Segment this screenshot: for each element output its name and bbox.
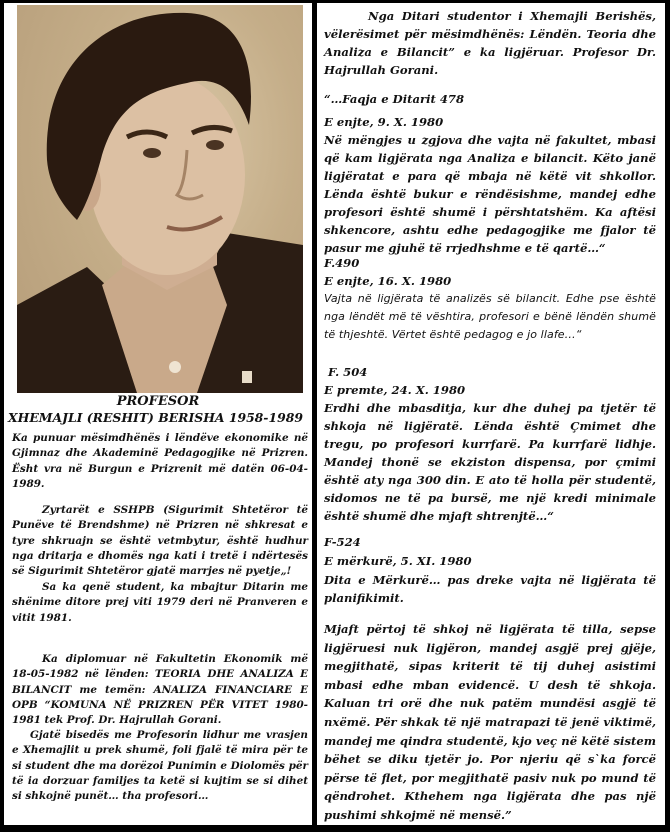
portrait-photo	[17, 5, 303, 393]
entry-date: E mërkurë, 5. XI. 1980	[324, 554, 472, 568]
bio-paragraph-text: Gjatë bisedës me Profesorin lidhur me vrasjen e Xhemajlit u prek shumë, foli fjalë të mira për te si student dhe ma dorëzoi Punimin e Diolomës për të ia dorzuar familjes ta ketë si kujtim se si dihet si shkojnë punët… tha profesori…	[12, 729, 308, 803]
bio-paragraph-text: Sa ka qenë student, ka mbajtur Ditarin me shënime ditore prej viti 1979 deri në Pranveren e vitit 1981.	[12, 581, 308, 624]
entry-text: Dita e Mërkurë… pas dreke vajta në ligjërata të planifikimit.	[324, 573, 656, 605]
bio-paragraph	[12, 652, 308, 728]
portrait-illustration	[17, 5, 303, 393]
entry-date: E premte, 24. X. 1980	[324, 383, 466, 397]
entry-date: E enjte, 16. X. 1980	[324, 274, 452, 288]
left-column	[4, 3, 312, 825]
right-column	[318, 3, 660, 825]
entry-page: F-524	[324, 535, 361, 549]
closing-paragraph: Mjaft përtoj të shkoj në ligjërata të tilla, sepse ligjëruesi nuk ligjëron, mandej asgjë prej gjëje, megjithatë, sipas kriterit të tij duhej asistimi mbasi edhe mban evidencë. U desh të shkoja. Kaluan tri orë dhe nuk patëm mundësi asgjë të nxëmë. Për shkak të një matrapazi të jenë viktimë, mandej me qindra studentë, kjo veç në këtë sistem bëhet se diku tjetër jo. Por njeriu që s`ka forcë përse të flet, por megjithatë pasiv nuk po mund të qëndrohet. Kthehem nga ligjërata dhe pas një pushimi shkojmë në mensë.”	[324, 622, 656, 822]
entry-date: E enjte, 9. X. 1980	[324, 115, 444, 129]
bio-paragraph	[12, 503, 308, 579]
bio-paragraph-text: Zyrtarët e SSHPB (Sigurimit Shtetëror të Punëve të Brendshme) në Prizren në shkresat e tyre shkruajn se është vetmbytur, është hudhur nga dritarja e dhomës nga kati i tretë i ndërtesës së Sigurimit Shtetëror gjatë marrjes në pyetje„!	[12, 504, 308, 578]
bio-paragraph	[12, 728, 308, 804]
entry-text: Erdhi dhe mbasditja, kur dhe duhej pa tjetër të shkoja në ligjëratë. Lënda është Çmimet dhe tregu, po profesori kurrfarë. Pa kurrfarë lidhje. Mandej thonë se ekziston dispensa, por çmimi është aty nga 300 din. E ato të holla për studentë, sidomos ne të pa bursë, me një kredi minimale është shumë dhe mjaft shtrenjtë…“	[324, 401, 656, 523]
entry-text: Në mëngjes u zgjova dhe vajta në fakultet, mbasi që kam ligjërata nga Analiza e bilancit. Këto janë ligjëratat e para që mbaja në këtë vit shkollor. Lënda është bukur e rëndësishme, mandej edhe profesori është shumë i përshtatshëm. Ka aftësi shkencore, ashtu edhe pedagogjike me fjalor të pasur me gjuhë të rrjedhshme e të qartë…“	[324, 133, 656, 255]
bio-paragraph-text: Ka punuar mësimdhënës i lëndëve ekonomike në Gjimnaz dhe Akademinë Pedagogjike në Prizren. Ësht vra në Burgun e Prizrenit më datën 06-04-1989.	[12, 432, 308, 490]
bio-paragraph	[12, 431, 308, 492]
diary-intro	[324, 7, 656, 79]
bio-paragraph	[12, 580, 308, 626]
entry-page: F. 504	[328, 365, 368, 379]
diary-intro-text: Nga Ditari studentor i Xhemajli Berishës, vëlerësimet për mësimdhënës: Lëndën. Teoria dhe Analiza e Bilancit” e ka ligjëruar. Profesor Dr. Hajrullah Gorani.	[324, 9, 656, 77]
caption-name: XHEMAJLI (RESHIT) BERISHA 1958-1989	[8, 410, 303, 425]
entry-page: F.490	[324, 256, 360, 270]
column-divider	[312, 0, 317, 832]
diary-page-ref: “…Faqja e Ditarit 478	[324, 92, 465, 106]
bio-paragraph-text: Ka diplomuar në Fakultetin Ekonomik më 18-05-1982 në lënden: TEORIA DHE ANALIZA E BILANCIT me temën: ANALIZA FINANCIARE E OPB “KOMUNA NË PRIZREN PËR VITET 1980-1981 tek Prof. Dr. Hajrullah Gorani.	[12, 653, 308, 727]
entry-text: Vajta në ligjërata të analizës së bilancit. Edhe pse është nga lëndët më të vështira, profesori e bënë lëndën shumë të thjeshtë. Vërtet është pedagog e jo llafe…“	[324, 292, 656, 341]
caption-title: PROFESOR	[116, 394, 200, 409]
